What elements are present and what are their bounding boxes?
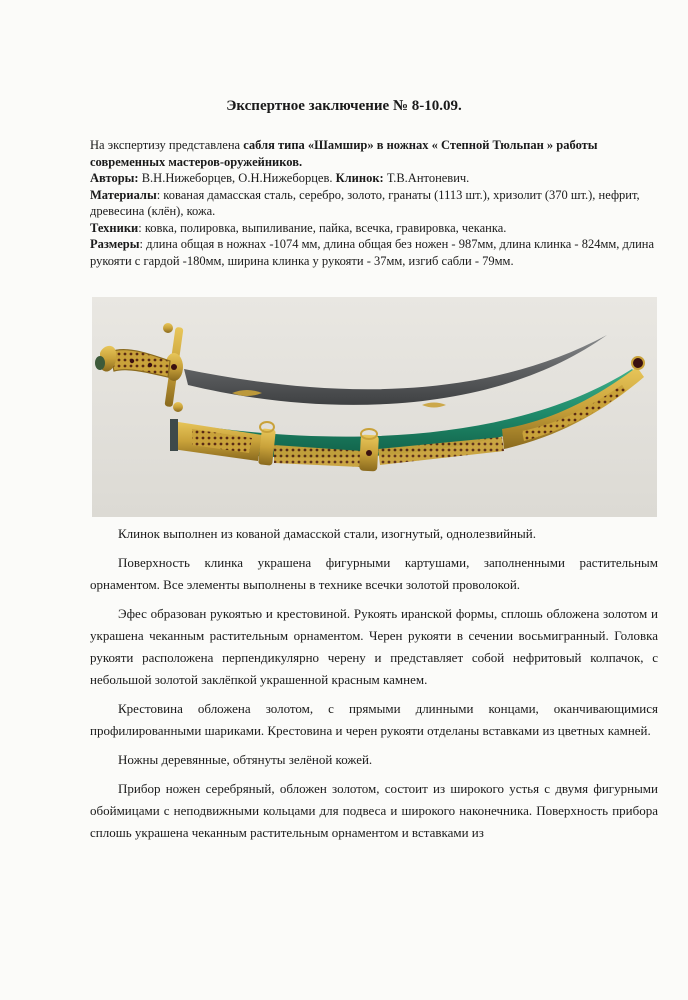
saber-photo bbox=[92, 297, 657, 517]
authors-line bbox=[90, 170, 670, 187]
document-title: Экспертное заключение № 8-10.09. bbox=[226, 98, 462, 114]
header-block bbox=[90, 137, 670, 269]
authors-label: Авторы: bbox=[90, 171, 139, 185]
paragraph-crossguard: Крестовина обложена золотом, с прямыми длинными концами, оканчивающимися профилированными шариками. Крестовина и черен рукояти отделаны вставками из цветных камней. bbox=[90, 701, 658, 738]
saber-illustration bbox=[92, 297, 657, 517]
blade-label: Клинок: bbox=[335, 171, 384, 185]
materials-line bbox=[90, 187, 670, 220]
techniques-value: : ковка, полировка, выпиливание, пайка, всечка, гравировка, чеканка. bbox=[138, 220, 507, 235]
intro-bold-2: работы современных мастеров-оружейников. bbox=[90, 138, 598, 169]
intro-bold-1: сабля типа «Шамшир» в ножнах « Степной Тюльпан » bbox=[243, 138, 554, 152]
blade-value: Т.В.Антоневич. bbox=[383, 171, 470, 185]
scabbard bbox=[170, 357, 644, 471]
paragraph-blade-surface: Поверхность клинка украшена фигурными картушами, заполненными растительным орнаментом. Все элементы выполнены в технике всечки золотой проволокой. bbox=[90, 555, 658, 592]
intro-pre: На экспертизу представлена bbox=[90, 138, 244, 152]
authors-value: В.Н.Нижеборцев, О.Н.Нижеборцев. bbox=[138, 171, 336, 185]
grip bbox=[95, 346, 170, 377]
intro-paragraph bbox=[90, 137, 670, 170]
dimensions-label: Размеры bbox=[90, 237, 140, 251]
dimensions-value: : длина общая в ножнах -1074 мм, длина общая без ножен - 987мм, длина клинка - 824мм, длина рукояти с гардой -180мм, ширина клинка у рукояти - 37мм, изгиб сабли - 79мм. bbox=[90, 237, 655, 268]
paragraph-scabbard-fittings: Прибор ножен серебряный, обложен золотом, состоит из широкого устья с двумя фигурными обоймицами с неподвижными кольцами для подвеса и широкого наконечника. Поверхность прибора сплошь украшена чеканным растительным орнаментом и вставками из bbox=[90, 781, 658, 840]
materials-value: : кованая дамасская сталь, серебро, золото, гранаты (1113 шт.), хризолит (370 шт.), нефрит, древесина (клён), кожа. bbox=[90, 187, 640, 218]
paragraph-scabbard: Ножны деревянные, обтянуты зелёной кожей. bbox=[118, 752, 373, 767]
techniques-line bbox=[90, 220, 670, 237]
paragraph-hilt: Эфес образован рукоятью и крестовиной. Рукоять иранской формы, сплошь обложена золотом и украшена чеканным растительным орнаментом. Черен рукояти в сечении восьмигранный. Головка рукояти расположена перпендикулярно черену и представляет собой нефритовый колпачок, с небольшой золотой заклёпкой украшенной красным камнем. bbox=[90, 606, 658, 687]
dimensions-line bbox=[90, 236, 670, 269]
techniques-label: Техники bbox=[90, 220, 139, 235]
materials-label: Материалы bbox=[90, 187, 157, 202]
paragraph-blade: Клинок выполнен из кованой дамасской стали, изогнутый, однолезвийный. bbox=[118, 526, 536, 541]
body-text bbox=[90, 523, 658, 851]
